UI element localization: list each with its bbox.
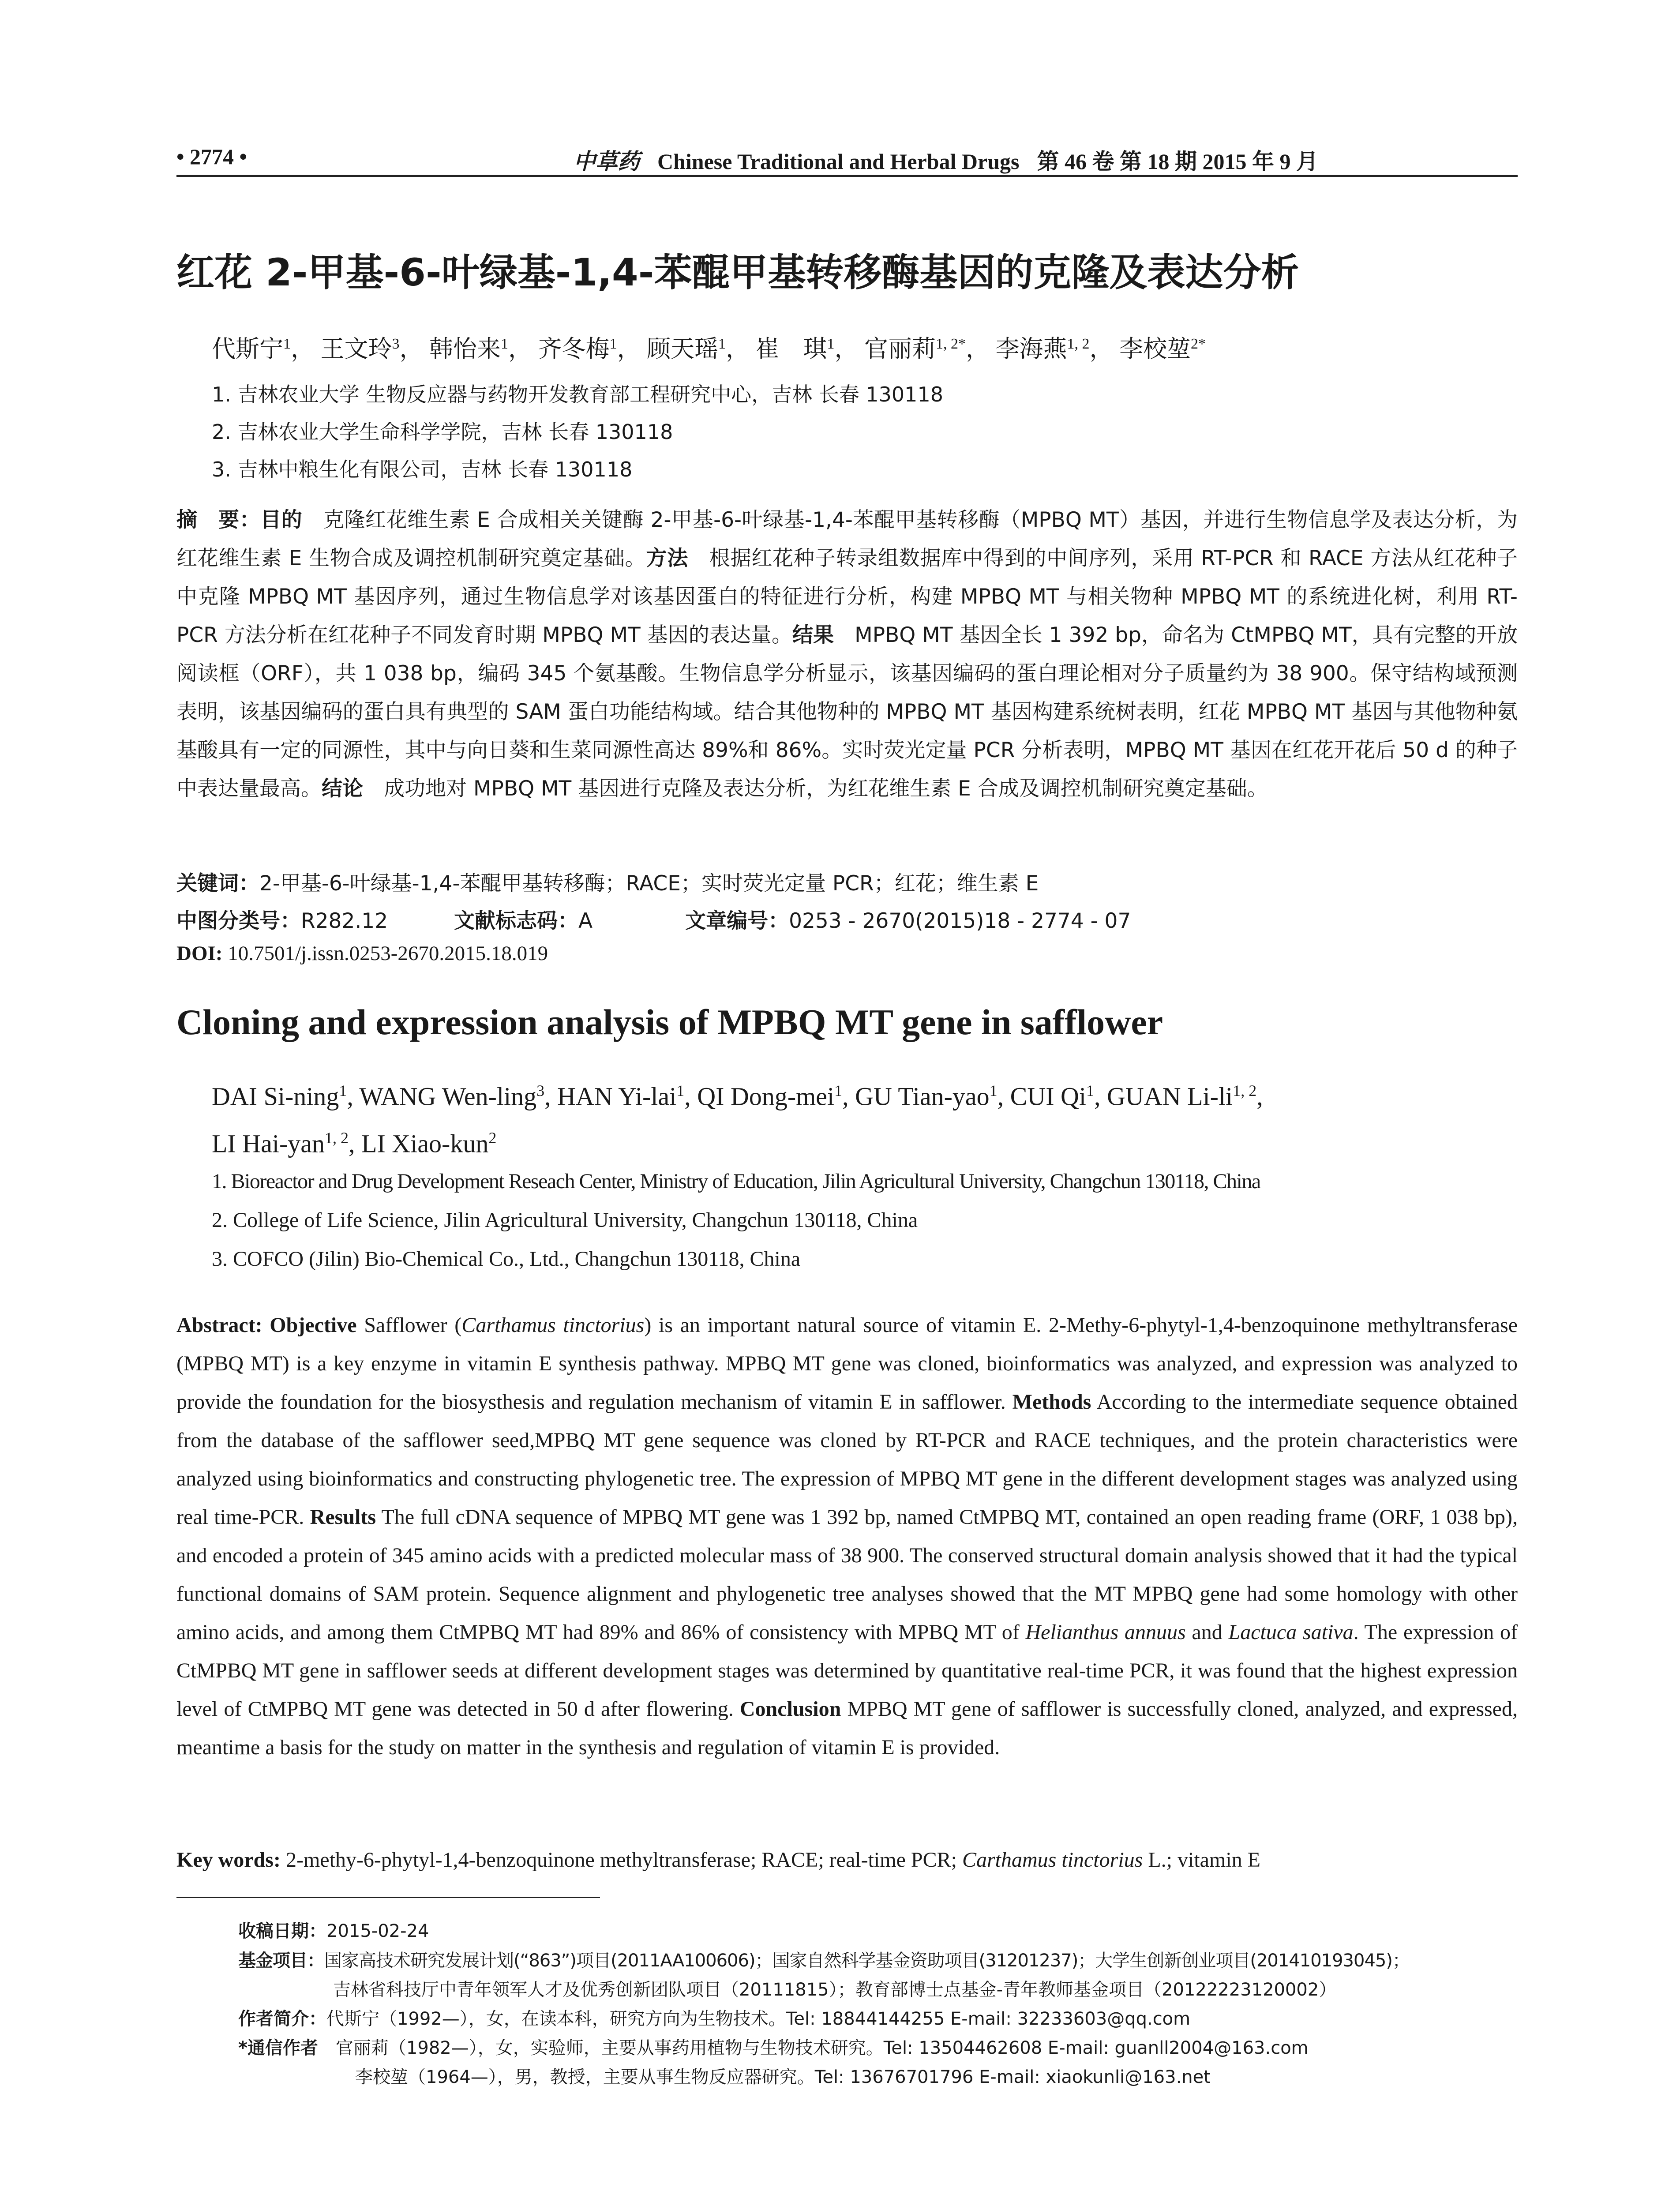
- author-sup: 1: [283, 336, 291, 352]
- affiliation-en-1: 1. Bioreactor and Drug Development Reseach Center, Ministry of Education, Jilin Agricultural University, Changchun 130118, China: [212, 1170, 1260, 1193]
- footnote-rule: [176, 1897, 600, 1898]
- author-sup: 1: [827, 336, 835, 352]
- species-name: Carthamus tinctorius: [962, 1848, 1143, 1872]
- clc-label: 中图分类号：: [176, 909, 301, 933]
- abstract-label: 摘 要：: [176, 508, 261, 532]
- authors-cn: 代斯宁$^1$， 王文玲$^3$， 韩怡来$^1$， 齐冬梅$^1$， 顾天瑶$^1$， 崔 琪$^1$， 官丽莉$^{1, 2*}$， 李海燕$^{1, 2}$， 李校堃$^{2*}$: [212, 336, 1206, 362]
- species-name: Lactuca sativa: [1228, 1621, 1354, 1644]
- author-cn: 官丽莉: [864, 336, 936, 362]
- author-en: HAN Yi-lai: [557, 1082, 677, 1111]
- author-sup: 1, 2: [1233, 1082, 1257, 1099]
- author-sup: 1: [1086, 1082, 1095, 1099]
- author-sup: 1, 2*: [936, 336, 966, 352]
- title-cn: 红花 2-甲基-6-叶绿基-1,4-苯醌甲基转移酶基因的克隆及表达分析: [176, 251, 1299, 295]
- doi-line: [176, 942, 548, 965]
- affiliation-cn-3: 3. 吉林中粮生化有限公司，吉林 长春 130118: [212, 458, 633, 481]
- author-en: DAI Si-ning: [212, 1082, 339, 1111]
- page-number: • 2774 •: [176, 144, 248, 169]
- clc-value: R282.12: [301, 909, 388, 933]
- affiliation-en-2: 2. College of Life Science, Jilin Agricultural University, Changchun 130118, China: [212, 1208, 918, 1232]
- conclusion-label: 结论: [322, 777, 363, 801]
- funding-label: 基金项目：: [238, 1951, 324, 1971]
- methods-text: 根据红花种子转录组数据库中得到的中间序列，采用 RT-PCR 和 RACE 方法从红花种子中克隆 MPBQ MT 基因序列，通过生物信息学对该基因蛋白的特征进行分析，构建 MPBQ MT 与相关物种 MPBQ MT 的系统进化树，利用 RT-PCR 方法分析在红花种子不同发育时期 MPBQ MT 基因的表达量。: [176, 546, 1518, 647]
- abstract-label-en: Abstract:: [176, 1313, 262, 1337]
- footnote-corresponding: [238, 2034, 1309, 2059]
- author-cn: 李校堃: [1119, 336, 1191, 362]
- author-sup: 2*: [1191, 336, 1206, 352]
- classification-line: [176, 904, 1131, 934]
- affiliation-en-3: 3. COFCO (Jilin) Bio-Chemical Co., Ltd., Changchun 130118, China: [212, 1247, 801, 1271]
- title-en: Cloning and expression analysis of MPBQ MT gene in safflower: [176, 1002, 1163, 1042]
- received-date: 2015-02-24: [326, 1921, 429, 1941]
- author-sup: 1: [339, 1082, 347, 1099]
- journal-name-en: Chinese Traditional and Herbal Drugs: [657, 149, 1020, 174]
- keywords-text-en-b: L.; vitamin E: [1143, 1848, 1260, 1872]
- author-en: GUAN Li-li: [1107, 1082, 1233, 1111]
- doccode-value: A: [578, 909, 593, 933]
- author-cn: 顾天瑶: [647, 336, 718, 362]
- results-label-en: Results: [310, 1505, 376, 1529]
- footnote-funding-cont: 吉林省科技厅中青年领军人才及优秀创新团队项目（20111815）；教育部博士点基金-青年教师基金项目（20122223120002）: [333, 1980, 1337, 2000]
- author-cn: 代斯宁: [212, 336, 283, 362]
- keywords-text-en-a: 2-methy-6-phytyl-1,4-benzoquinone methyltransferase; RACE; real-time PCR;: [280, 1848, 962, 1872]
- results-text-en-a: The full cDNA sequence of MPBQ MT gene was 1 392 bp, named CtMPBQ MT, contained an open reading frame (ORF, 1 038 bp), and encoded a protein of 345 amino acids with a predicted molecular mass of 38 900. The conserved structural domain analysis showed that it had the typical functional domains of SAM protein. Sequence alignment and phylogenetic tree analyses showed that the MT MPBQ gene had some homology with other amino acids, and among them CtMPBQ MT had 89% and 86% of consistency with MPBQ MT of: [176, 1505, 1518, 1644]
- journal-info: [574, 144, 1318, 176]
- objective-text-en-b: ) is an important natural source of vitamin E. 2-Methy-6-phytyl-1,4-benzoquinone methyltransferase (MPBQ MT) is a key enzyme in vitamin E synthesis pathway. MPBQ MT gene was cloned, bioinformatics was analyzed, and expression was analyzed to provide the foundation for the biosysthesis and regulation mechanism of vitamin E in safflower.: [176, 1313, 1518, 1414]
- objective-text: 克隆红花维生素 E 合成相关关键酶 2-甲基-6-叶绿基-1,4-苯醌甲基转移酶（MPBQ MT）基因，并进行生物信息学及表达分析，为红花维生素 E 生物合成及调控机制研究奠定基础。: [176, 508, 1518, 570]
- author-sup: 1, 2: [1067, 336, 1090, 352]
- corr-text-1: 官丽莉（1982—），女，实验师，主要从事药用植物与生物技术研究。Tel: 13504462608 E-mail: guanll2004@163.com: [335, 2038, 1309, 2058]
- received-label: 收稿日期：: [238, 1921, 326, 1941]
- footnote-corresponding-2: 李校堃（1964—），男，教授，主要从事生物反应器研究。Tel: 13676701796 E-mail: xiaokunli@163.net: [355, 2067, 1211, 2087]
- author-en: LI Hai-yan: [212, 1129, 325, 1158]
- objective-text-en-a: Safflower (: [356, 1313, 462, 1337]
- keywords-label: 关键词：: [176, 871, 259, 896]
- author-sup: 1, 2: [325, 1129, 349, 1147]
- author-cn: 王文玲: [320, 336, 392, 362]
- author-sup: 2: [488, 1129, 497, 1147]
- author-sup: 1: [501, 336, 508, 352]
- author-en: WANG Wen-ling: [359, 1082, 537, 1111]
- results-label: 结果: [792, 623, 834, 647]
- issue-info: 第 46 卷 第 18 期 2015 年 9 月: [1037, 149, 1318, 174]
- author-sup: 1: [676, 1082, 685, 1099]
- bio-label: 作者简介：: [238, 2009, 326, 2029]
- conclusion-text-en: MPBQ MT gene of safflower is successfully cloned, analyzed, and expressed, meantime a basis for the study on matter in the synthesis and regulation of vitamin E is provided.: [176, 1697, 1518, 1759]
- footnote-funding: [238, 1947, 1410, 1972]
- affiliation-cn-2: 2. 吉林农业大学生命科学学院，吉林 长春 130118: [212, 420, 673, 444]
- doi-value: 10.7501/j.issn.0253-2670.2015.18.019: [228, 942, 548, 965]
- author-cn: 李海燕: [995, 336, 1067, 362]
- running-header: [176, 140, 1518, 176]
- author-sup: 1: [609, 336, 617, 352]
- author-cn: 韩怡来: [429, 336, 501, 362]
- author-en: GU Tian-yao: [855, 1082, 990, 1111]
- affiliation-cn-1: 1. 吉林农业大学 生物反应器与药物开发教育部工程研究中心，吉林 长春 130118: [212, 383, 943, 406]
- species-name: Helianthus annuus: [1025, 1621, 1186, 1644]
- footnote-bio: [238, 2005, 1190, 2030]
- author-sup: 1: [989, 1082, 998, 1099]
- methods-label-en: Methods: [1012, 1390, 1091, 1414]
- journal-name-cn: 中草药: [574, 148, 640, 174]
- conclusion-text: 成功地对 MPBQ MT 基因进行克隆及表达分析，为红花维生素 E 合成及调控机制研究奠定基础。: [363, 777, 1268, 801]
- articleno-value: 0253 - 2670(2015)18 - 2774 - 07: [789, 909, 1131, 933]
- results-text-en-b: . The expression of CtMPBQ MT gene in safflower seeds at different development stages was determined by quantitative real-time PCR, it was found that the highest expression level of CtMPBQ MT gene was detected in 50 d after flowering.: [176, 1621, 1518, 1721]
- keywords-en: [176, 1848, 1518, 1872]
- author-cn: 齐冬梅: [538, 336, 610, 362]
- methods-label: 方法: [646, 546, 689, 570]
- funding-text-1: 国家高技术研究发展计划(“863”)项目(2011AA100606)；国家自然科学基金资助项目(31201237)；大学生创新创业项目(201410193045)；: [324, 1951, 1410, 1971]
- bio-text: 代斯宁（1992—），女，在读本科，研究方向为生物技术。Tel: 18844144255 E-mail: 32233603@qq.com: [326, 2009, 1191, 2029]
- author-en: QI Dong-mei: [697, 1082, 835, 1111]
- author-sup: 1: [834, 1082, 843, 1099]
- authors-en: DAI Si-ning$^1$, WANG Wen-ling$^3$, HAN Yi-lai$^1$, QI Dong-mei$^1$, GU Tian-yao$^1$, CUI Qi$^1$, GUAN Li-li$^{1, 2}$, LI Hai-yan$^{1, 2}$, LI Xiao-kun$^2$: [212, 1082, 1263, 1158]
- author-en: CUI Qi: [1010, 1082, 1087, 1111]
- author-sup: 3: [392, 336, 400, 352]
- results-text: MPBQ MT 基因全长 1 392 bp，命名为 CtMPBQ MT，具有完整的开放阅读框（ORF），共 1 038 bp，编码 345 个氨基酸。生物信息学分析显示，该基因编码的蛋白理论相对分子质量约为 38 900。保守结构域预测表明，该基因编码的蛋白具有典型的 SAM 蛋白功能结构域。结合其他物种的 MPBQ MT 基因构建系统树表明，红花 MPBQ MT 基因与其他物种氨基酸具有一定的同源性，其中与向日葵和生菜同源性高达 89%和 86%。实时荧光定量 PCR 分析表明，MPBQ MT 基因在红花开花后 50 d 的种子中表达量最高。: [176, 623, 1518, 801]
- methods-text-en: According to the intermediate sequence obtained from the database of the safflower seed,MPBQ MT gene sequence was cloned by RT-PCR and RACE techniques, and the protein characteristics were analyzed using bioinformatics and constructing phylogenetic tree. The expression of MPBQ MT gene in the different development stages was analyzed using real time-PCR.: [176, 1390, 1518, 1529]
- abstract-cn: [176, 501, 1518, 808]
- author-en: LI Xiao-kun: [361, 1129, 489, 1158]
- author-sup: 1: [718, 336, 726, 352]
- articleno-label: 文章编号：: [685, 909, 789, 933]
- footnote-received: [238, 1917, 429, 1942]
- keywords-label-en: Key words:: [176, 1848, 281, 1872]
- abstract-en: [176, 1306, 1518, 1767]
- conclusion-label-en: Conclusion: [739, 1697, 841, 1721]
- author-cn: 崔 琪: [755, 336, 827, 362]
- objective-label: 目的: [260, 508, 303, 532]
- results-text-en-and: and: [1185, 1621, 1229, 1644]
- doi-label: DOI:: [176, 942, 223, 965]
- keywords-text: 2-甲基-6-叶绿基-1,4-苯醌甲基转移酶；RACE；实时荧光定量 PCR；红花；维生素 E: [259, 871, 1039, 896]
- keywords-cn: [176, 867, 1039, 897]
- author-sup: 3: [536, 1082, 545, 1099]
- header-rule: [176, 175, 1518, 177]
- species-name: Carthamus tinctorius: [461, 1313, 645, 1337]
- doccode-label: 文献标志码：: [454, 909, 579, 933]
- objective-label-en: Objective: [270, 1313, 357, 1337]
- corr-label: *通信作者: [238, 2038, 318, 2058]
